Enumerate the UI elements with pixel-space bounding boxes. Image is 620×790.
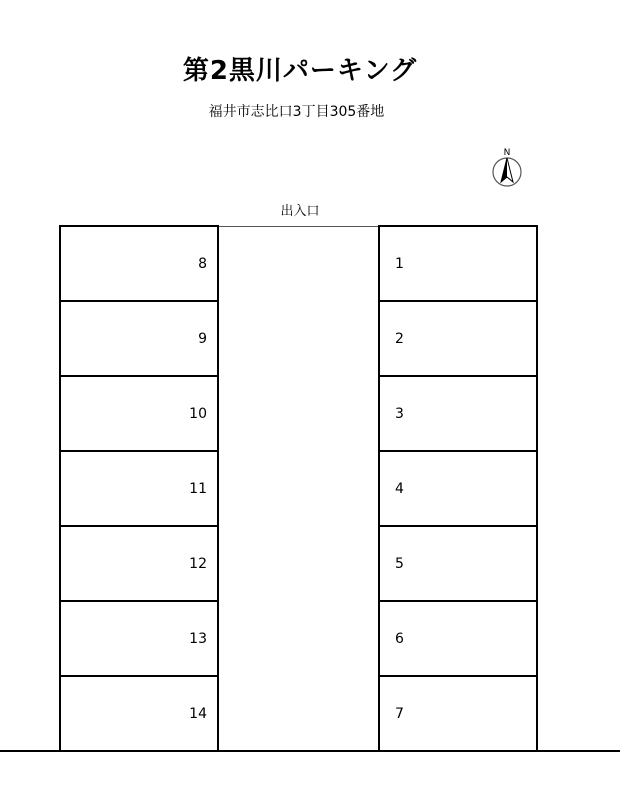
parking-stall-3 xyxy=(380,377,536,452)
stall-number: 11 xyxy=(189,481,207,497)
stall-number: 5 xyxy=(395,556,404,572)
address-text: 福井市志比口3丁目305番地 xyxy=(208,104,385,120)
parking-stall-13 xyxy=(61,602,217,677)
stall-number: 4 xyxy=(395,481,404,497)
parking-stall-5 xyxy=(380,527,536,602)
page-title: 第2黒川パーキング xyxy=(182,56,418,86)
stall-number: 14 xyxy=(189,706,207,722)
parking-stall-7 xyxy=(380,677,536,752)
stall-number: 1 xyxy=(395,256,404,272)
parking-stall-8 xyxy=(61,227,217,302)
parking-stall-9 xyxy=(61,302,217,377)
stall-number: 10 xyxy=(189,406,207,422)
ground-line xyxy=(0,750,620,752)
parking-stall-6 xyxy=(380,602,536,677)
parking-stall-4 xyxy=(380,452,536,527)
north-arrow-icon xyxy=(491,146,523,188)
stall-number: 7 xyxy=(395,706,404,722)
parking-stall-12 xyxy=(61,527,217,602)
entrance-line xyxy=(219,226,379,227)
parking-stall-11 xyxy=(61,452,217,527)
stall-number: 2 xyxy=(395,331,404,347)
stall-number: 9 xyxy=(198,331,207,347)
entrance-label: 出入口 xyxy=(280,204,320,219)
stall-number: 6 xyxy=(395,631,404,647)
left-parking-column xyxy=(59,225,219,751)
compass-label: N xyxy=(503,148,511,158)
right-parking-column xyxy=(378,225,538,751)
parking-stall-2 xyxy=(380,302,536,377)
parking-stall-1 xyxy=(380,227,536,302)
parking-stall-14 xyxy=(61,677,217,752)
stall-number: 13 xyxy=(189,631,207,647)
parking-stall-10 xyxy=(61,377,217,452)
stall-number: 12 xyxy=(189,556,207,572)
stall-number: 8 xyxy=(198,256,207,272)
stall-number: 3 xyxy=(395,406,404,422)
